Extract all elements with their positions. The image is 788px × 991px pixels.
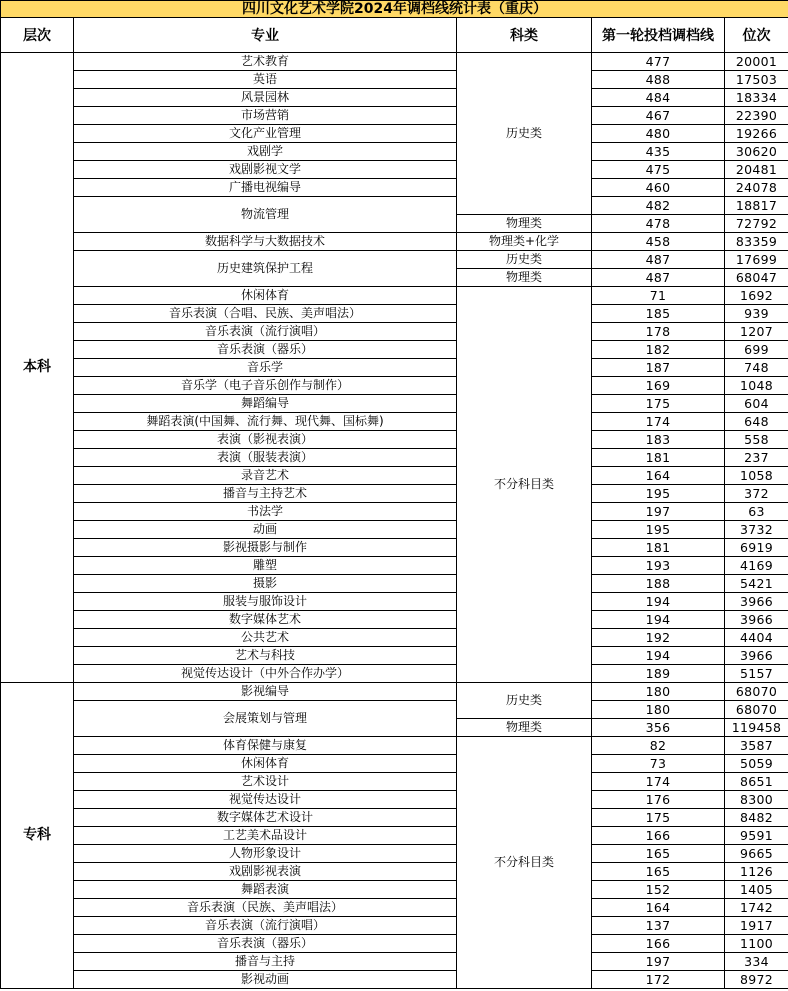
score-cell: 197 — [592, 503, 725, 521]
table-row — [1, 53, 788, 71]
major-cell: 舞蹈表演 — [74, 881, 457, 899]
table-row — [1, 485, 788, 503]
score-cell: 169 — [592, 377, 725, 395]
rank-cell: 3587 — [725, 737, 788, 755]
rank-cell: 5059 — [725, 755, 788, 773]
score-cell: 189 — [592, 665, 725, 683]
table-row — [1, 305, 788, 323]
score-cell: 188 — [592, 575, 725, 593]
score-cell: 475 — [592, 161, 725, 179]
table-row — [1, 125, 788, 143]
rank-cell: 6919 — [725, 539, 788, 557]
major-cell: 会展策划与管理 — [74, 701, 457, 737]
major-cell: 影视编导 — [74, 683, 457, 701]
major-cell: 工艺美术品设计 — [74, 827, 457, 845]
rank-cell: 68047 — [725, 269, 788, 287]
score-cell: 458 — [592, 233, 725, 251]
rank-cell: 9591 — [725, 827, 788, 845]
table-row — [1, 899, 788, 917]
table-row — [1, 395, 788, 413]
score-cell: 193 — [592, 557, 725, 575]
rank-cell: 5157 — [725, 665, 788, 683]
score-cell: 467 — [592, 107, 725, 125]
rank-cell: 19266 — [725, 125, 788, 143]
score-cell: 73 — [592, 755, 725, 773]
score-cell: 137 — [592, 917, 725, 935]
major-cell: 音乐表演（流行演唱） — [74, 323, 457, 341]
major-cell: 音乐学（电子音乐创作与制作） — [74, 377, 457, 395]
major-cell: 音乐表演（器乐） — [74, 341, 457, 359]
header-category: 科类 — [457, 18, 592, 53]
table-row — [1, 413, 788, 431]
rank-cell: 20481 — [725, 161, 788, 179]
table-row — [1, 197, 788, 215]
major-cell: 视觉传达设计（中外合作办学） — [74, 665, 457, 683]
table-row — [1, 593, 788, 611]
score-cell: 172 — [592, 971, 725, 989]
table-row — [1, 773, 788, 791]
table-row — [1, 629, 788, 647]
table-row — [1, 161, 788, 179]
rank-cell: 18334 — [725, 89, 788, 107]
rank-cell: 68070 — [725, 701, 788, 719]
major-cell: 动画 — [74, 521, 457, 539]
table-title: 四川文化艺术学院2024年调档线统计表（重庆） — [1, 1, 788, 18]
major-cell: 风景园林 — [74, 89, 457, 107]
table-row — [1, 575, 788, 593]
major-cell: 音乐学 — [74, 359, 457, 377]
major-cell: 广播电视编导 — [74, 179, 457, 197]
score-cell: 71 — [592, 287, 725, 305]
table-row — [1, 377, 788, 395]
rank-cell: 648 — [725, 413, 788, 431]
major-cell: 艺术教育 — [74, 53, 457, 71]
score-cell: 195 — [592, 485, 725, 503]
rank-cell: 237 — [725, 449, 788, 467]
table-row — [1, 557, 788, 575]
rank-cell: 17699 — [725, 251, 788, 269]
rank-cell: 3732 — [725, 521, 788, 539]
rank-cell: 5421 — [725, 575, 788, 593]
table-body — [1, 53, 788, 989]
rank-cell: 83359 — [725, 233, 788, 251]
rank-cell: 1405 — [725, 881, 788, 899]
score-cell: 182 — [592, 341, 725, 359]
score-cell: 165 — [592, 845, 725, 863]
score-cell: 181 — [592, 539, 725, 557]
table-row — [1, 107, 788, 125]
score-cell: 166 — [592, 827, 725, 845]
header-major: 专业 — [74, 18, 457, 53]
category-cell: 历史类 — [457, 251, 592, 269]
rank-cell: 9665 — [725, 845, 788, 863]
major-cell: 英语 — [74, 71, 457, 89]
major-cell: 戏剧学 — [74, 143, 457, 161]
score-cell: 194 — [592, 611, 725, 629]
table-row — [1, 971, 788, 989]
table-row — [1, 503, 788, 521]
major-cell: 历史建筑保护工程 — [74, 251, 457, 287]
score-cell: 482 — [592, 197, 725, 215]
table-row — [1, 179, 788, 197]
rank-cell: 1692 — [725, 287, 788, 305]
rank-cell: 1058 — [725, 467, 788, 485]
score-cell: 178 — [592, 323, 725, 341]
rank-cell: 72792 — [725, 215, 788, 233]
rank-cell: 1100 — [725, 935, 788, 953]
table-row — [1, 431, 788, 449]
major-cell: 文化产业管理 — [74, 125, 457, 143]
rank-cell: 68070 — [725, 683, 788, 701]
rank-cell: 22390 — [725, 107, 788, 125]
rank-cell: 334 — [725, 953, 788, 971]
table-row — [1, 449, 788, 467]
table-row — [1, 881, 788, 899]
score-cell: 480 — [592, 125, 725, 143]
major-cell: 音乐表演（器乐） — [74, 935, 457, 953]
table-row — [1, 71, 788, 89]
table-row — [1, 233, 788, 251]
rank-cell: 558 — [725, 431, 788, 449]
score-cell: 181 — [592, 449, 725, 467]
score-cell: 152 — [592, 881, 725, 899]
rank-cell: 1126 — [725, 863, 788, 881]
score-cell: 180 — [592, 683, 725, 701]
rank-cell: 8651 — [725, 773, 788, 791]
major-cell: 休闲体育 — [74, 287, 457, 305]
major-cell: 录音艺术 — [74, 467, 457, 485]
rank-cell: 1207 — [725, 323, 788, 341]
score-cell: 180 — [592, 701, 725, 719]
major-cell: 影视动画 — [74, 971, 457, 989]
score-cell: 435 — [592, 143, 725, 161]
table-row — [1, 251, 788, 269]
table-row — [1, 863, 788, 881]
category-cell: 不分科目类 — [457, 287, 592, 683]
rank-cell: 30620 — [725, 143, 788, 161]
header-score: 第一轮投档调档线 — [592, 18, 725, 53]
score-cell: 165 — [592, 863, 725, 881]
table-row — [1, 323, 788, 341]
score-cell: 477 — [592, 53, 725, 71]
score-cell: 185 — [592, 305, 725, 323]
major-cell: 摄影 — [74, 575, 457, 593]
major-cell: 音乐表演（合唱、民族、美声唱法） — [74, 305, 457, 323]
score-cell: 194 — [592, 647, 725, 665]
table-row — [1, 755, 788, 773]
table-row — [1, 827, 788, 845]
major-cell: 表演（服装表演） — [74, 449, 457, 467]
table-row — [1, 539, 788, 557]
rank-cell: 3966 — [725, 611, 788, 629]
rank-cell: 8300 — [725, 791, 788, 809]
rank-cell: 119458 — [725, 719, 788, 737]
major-cell: 数字媒体艺术 — [74, 611, 457, 629]
major-cell: 播音与主持 — [74, 953, 457, 971]
score-cell: 175 — [592, 809, 725, 827]
major-cell: 戏剧影视表演 — [74, 863, 457, 881]
table-row — [1, 359, 788, 377]
major-cell: 服装与服饰设计 — [74, 593, 457, 611]
major-cell: 播音与主持艺术 — [74, 485, 457, 503]
table-row — [1, 683, 788, 701]
major-cell: 雕塑 — [74, 557, 457, 575]
score-cell: 195 — [592, 521, 725, 539]
table-row — [1, 665, 788, 683]
rank-cell: 63 — [725, 503, 788, 521]
category-cell: 历史类 — [457, 683, 592, 719]
category-cell: 不分科目类 — [457, 737, 592, 989]
table-row — [1, 701, 788, 719]
score-cell: 174 — [592, 773, 725, 791]
major-cell: 艺术设计 — [74, 773, 457, 791]
table-row — [1, 287, 788, 305]
major-cell: 戏剧影视文学 — [74, 161, 457, 179]
major-cell: 音乐表演（民族、美声唱法） — [74, 899, 457, 917]
table-row — [1, 917, 788, 935]
score-cell: 460 — [592, 179, 725, 197]
rank-cell: 1917 — [725, 917, 788, 935]
major-cell: 音乐表演（流行演唱） — [74, 917, 457, 935]
category-cell: 物理类 — [457, 269, 592, 287]
rank-cell: 4404 — [725, 629, 788, 647]
score-cell: 175 — [592, 395, 725, 413]
score-cell: 356 — [592, 719, 725, 737]
rank-cell: 24078 — [725, 179, 788, 197]
table-row — [1, 935, 788, 953]
table-row — [1, 521, 788, 539]
rank-cell: 8972 — [725, 971, 788, 989]
category-cell: 物理类 — [457, 719, 592, 737]
table-row — [1, 845, 788, 863]
major-cell: 数据科学与大数据技术 — [74, 233, 457, 251]
table-row — [1, 143, 788, 161]
table-row — [1, 791, 788, 809]
major-cell: 体育保健与康复 — [74, 737, 457, 755]
table-row — [1, 737, 788, 755]
score-cell: 187 — [592, 359, 725, 377]
score-cell: 82 — [592, 737, 725, 755]
rank-cell: 3966 — [725, 647, 788, 665]
score-cell: 166 — [592, 935, 725, 953]
score-cell: 487 — [592, 251, 725, 269]
rank-cell: 1048 — [725, 377, 788, 395]
score-cell: 197 — [592, 953, 725, 971]
score-cell: 183 — [592, 431, 725, 449]
major-cell: 市场营销 — [74, 107, 457, 125]
major-cell: 艺术与科技 — [74, 647, 457, 665]
major-cell: 舞蹈表演(中国舞、流行舞、现代舞、国标舞) — [74, 413, 457, 431]
major-cell: 物流管理 — [74, 197, 457, 233]
rank-cell: 1742 — [725, 899, 788, 917]
rank-cell: 4169 — [725, 557, 788, 575]
table-row — [1, 341, 788, 359]
major-cell: 人物形象设计 — [74, 845, 457, 863]
level-cell: 本科 — [1, 53, 74, 683]
major-cell: 书法学 — [74, 503, 457, 521]
table-row — [1, 611, 788, 629]
table-row — [1, 467, 788, 485]
rank-cell: 699 — [725, 341, 788, 359]
table-row — [1, 647, 788, 665]
category-cell: 历史类 — [457, 53, 592, 215]
major-cell: 视觉传达设计 — [74, 791, 457, 809]
rank-cell: 17503 — [725, 71, 788, 89]
rank-cell: 748 — [725, 359, 788, 377]
major-cell: 公共艺术 — [74, 629, 457, 647]
category-cell: 物理类 — [457, 215, 592, 233]
table-row — [1, 953, 788, 971]
score-cell: 488 — [592, 71, 725, 89]
header-rank: 位次 — [725, 18, 788, 53]
score-cell: 174 — [592, 413, 725, 431]
rank-cell: 18817 — [725, 197, 788, 215]
major-cell: 数字媒体艺术设计 — [74, 809, 457, 827]
rank-cell: 604 — [725, 395, 788, 413]
score-cell: 164 — [592, 467, 725, 485]
score-cell: 487 — [592, 269, 725, 287]
major-cell: 表演（影视表演） — [74, 431, 457, 449]
score-cell: 194 — [592, 593, 725, 611]
table-row — [1, 89, 788, 107]
score-cell: 484 — [592, 89, 725, 107]
rank-cell: 3966 — [725, 593, 788, 611]
score-cell: 176 — [592, 791, 725, 809]
score-cell: 192 — [592, 629, 725, 647]
score-cell: 164 — [592, 899, 725, 917]
score-cell: 478 — [592, 215, 725, 233]
rank-cell: 20001 — [725, 53, 788, 71]
major-cell: 舞蹈编导 — [74, 395, 457, 413]
header-level: 层次 — [1, 18, 74, 53]
level-cell: 专科 — [1, 683, 74, 989]
category-cell: 物理类+化学 — [457, 233, 592, 251]
major-cell: 影视摄影与制作 — [74, 539, 457, 557]
table-row — [1, 809, 788, 827]
rank-cell: 372 — [725, 485, 788, 503]
rank-cell: 8482 — [725, 809, 788, 827]
major-cell: 休闲体育 — [74, 755, 457, 773]
rank-cell: 939 — [725, 305, 788, 323]
